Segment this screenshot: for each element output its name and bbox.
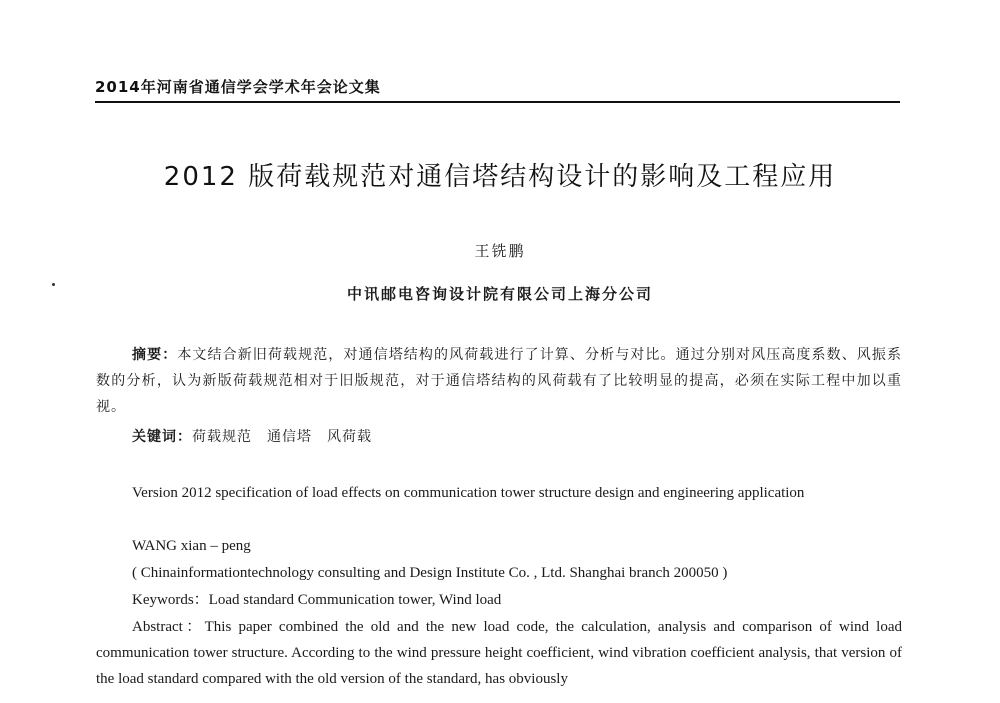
english-abstract: Abstract：This paper combined the old and the new load code, the calculation, analysis and comparison of wind load communication tower structure. According to the wind pressure height coefficient, wind vibration coefficient analysis, that version of the load standard compared with the old version of the standard, has obviously [96,619,902,687]
chinese-keywords-label: 关键词： [132,429,192,445]
chinese-abstract [96,342,902,420]
paper-title: 2012 版荷载规范对通信塔结构设计的影响及工程应用 [163,162,837,192]
chinese-keywords-text: 荷载规范 通信塔 风荷载 [192,429,372,445]
author-affiliation: 中讯邮电咨询设计院有限公司上海分公司 [346,285,653,303]
english-keywords: Keywords：Load standard Communication tower, Wind load [132,592,502,608]
scan-speck [52,283,55,286]
chinese-abstract-label: 摘要： [132,347,178,363]
header-rule [95,101,900,103]
running-header: 2014年河南省通信学会学术年会论文集 [95,78,381,96]
chinese-abstract-text: 本文结合新旧荷载规范，对通信塔结构的风荷载进行了计算、分析与对比。通过分别对风压高度系数、风振系数的分析，认为新版荷载规范相对于旧版规范，对于通信塔结构的风荷载有了比较明显的提高，必须在实际工程中加以重视。 [96,347,903,415]
english-author: WANG xian – peng [132,538,251,554]
chinese-keywords [132,426,902,446]
english-title: Version 2012 specification of load effects on communication tower structure design and engineering application [132,485,805,501]
english-affiliation: ( Chinainformationtechnology consulting and Design Institute Co. , Ltd. Shanghai branch 200050 ) [132,565,728,581]
author-name: 王铣鹏 [474,242,526,260]
